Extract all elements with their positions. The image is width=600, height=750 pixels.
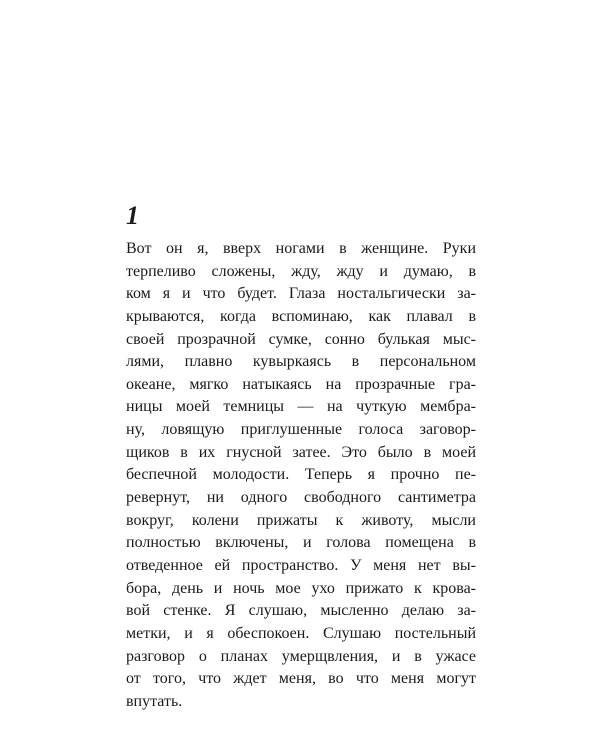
text-line: беспечной молодости. Теперь я прочно пе-: [126, 466, 476, 484]
text-line: ну, ловящую приглушенные голоса заговор-: [126, 421, 476, 439]
text-line: метки, и я обеспокоен. Слушаю постельный: [126, 624, 476, 642]
text-line: впутать.: [126, 692, 183, 710]
text-line: бора, день и ночь мое ухо прижато к крова-: [126, 579, 476, 597]
text-line: полностью включены, и голова помещена в: [126, 534, 476, 552]
text-line: отведенное ей пространство. У меня нет вы-: [126, 556, 476, 574]
chapter-body-text: [126, 238, 476, 713]
text-line: Вот он я, вверх ногами в женщине. Руки: [126, 240, 476, 257]
text-line: лями, плавно кувыркаясь в персональном: [126, 353, 476, 371]
chapter-number: 1: [126, 201, 139, 230]
text-line: разговор о планах умерщвления, и в ужасе: [126, 647, 476, 665]
text-line: океане, мягко натыкаясь на прозрачные гра-: [126, 375, 476, 393]
text-line: ницы моей темницы — на чуткую мембра-: [126, 398, 476, 416]
text-line: щиков в их гнусной затее. Это было в моей: [126, 443, 476, 461]
text-line: ком я и что будет. Глаза ностальгически за-: [126, 285, 476, 303]
text-line: вокруг, колени прижаты к животу, мысли: [126, 511, 476, 529]
text-line: ревернут, ни одного свободного сантиметра: [126, 489, 476, 507]
text-line: терпеливо сложены, жду, жду и думаю, в: [126, 262, 476, 280]
text-line: своей прозрачной сумке, сонно булькая мыс-: [126, 330, 476, 348]
text-line: вой стенке. Я слушаю, мысленно делаю за-: [126, 602, 476, 620]
text-line: крываются, когда вспоминаю, как плавал в: [126, 307, 476, 325]
text-line: от того, что ждет меня, во что меня могут: [126, 670, 476, 688]
